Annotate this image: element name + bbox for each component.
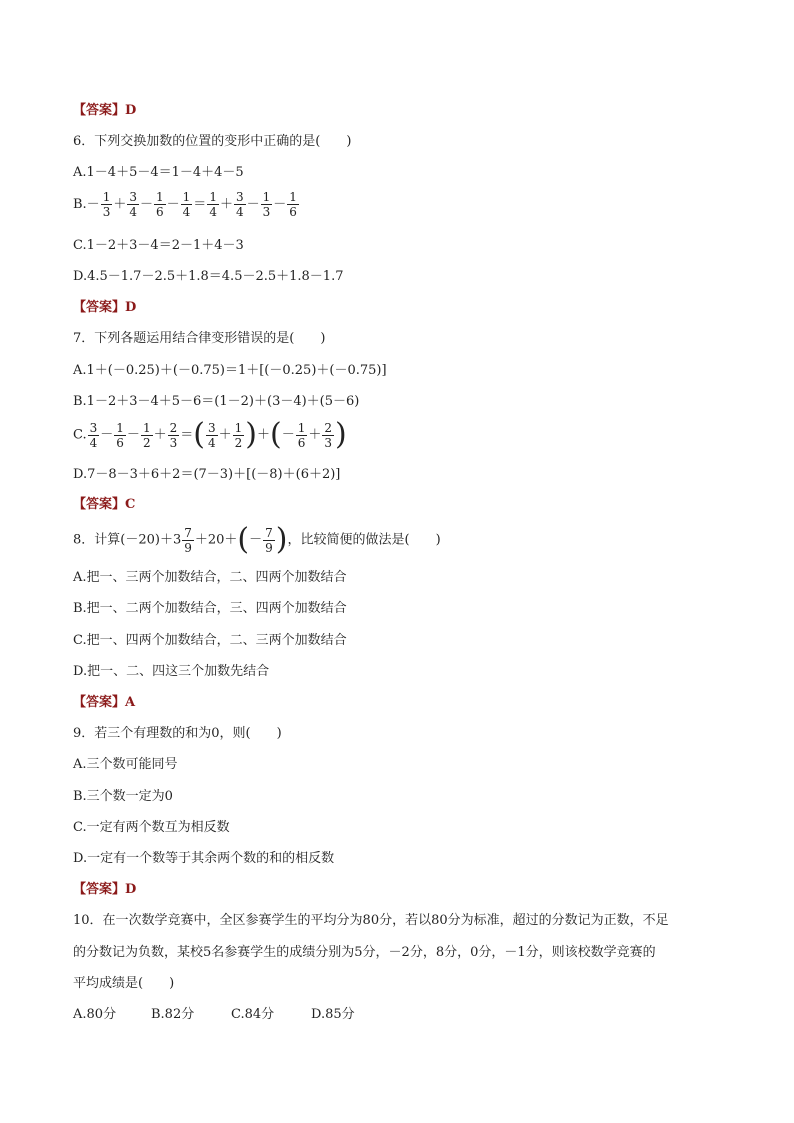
answer-label: 【答案】 bbox=[73, 103, 126, 118]
fraction: $\frac{3}{4}$ bbox=[129, 190, 137, 219]
question-6-stem: 6．下列交换加数的位置的变形中正确的是( ) bbox=[73, 134, 352, 149]
answer-label: 【答案】 bbox=[73, 695, 126, 710]
answer-value: C bbox=[125, 497, 136, 512]
answer-value: D bbox=[125, 882, 137, 897]
answer-value: D bbox=[125, 300, 137, 315]
q10-option-d: D.85分 bbox=[311, 1007, 355, 1022]
question-7-stem: 7．下列各题运用结合律变形错误的是( ) bbox=[73, 331, 326, 346]
answer-q7 bbox=[73, 497, 135, 513]
fraction: $\frac{3}{4}$ bbox=[207, 420, 216, 450]
answer-label: 【答案】 bbox=[73, 882, 126, 897]
question-9-stem: 9．若三个有理数的和为0，则( ) bbox=[73, 726, 282, 741]
q6-b-prefix: B.－ bbox=[73, 197, 100, 212]
fraction: $\frac{2}{3}$ bbox=[169, 420, 178, 450]
fraction: $\frac{1}{3}$ bbox=[102, 190, 111, 219]
answer-label: 【答案】 bbox=[73, 300, 126, 315]
fraction: $\frac{3}{4}$ bbox=[235, 190, 244, 219]
question-10-stem-line-3: 平均成绩是( ) bbox=[73, 976, 175, 991]
q10-option-c: C.84分 bbox=[231, 1007, 275, 1022]
fraction: $\frac{1}{6}$ bbox=[297, 420, 306, 450]
q6-option-a: A.1－4＋5－4＝1－4＋4－5 bbox=[73, 165, 244, 180]
answer-q6 bbox=[73, 300, 136, 316]
answer-label: 【答案】 bbox=[73, 497, 126, 512]
q10-options bbox=[73, 1007, 355, 1023]
question-10-stem-line-1: 10．在一次数学竞赛中，全区参赛学生的平均分为80分，若以80分为标准，超过的分数记为正数，不足 bbox=[73, 913, 669, 928]
answer-q5 bbox=[73, 103, 136, 119]
q9-option-b: B.三个数一定为0 bbox=[73, 789, 173, 804]
q7-option-a: A.1＋(－0.25)＋(－0.75)＝1＋[(－0.25)＋(－0.75)] bbox=[73, 363, 387, 378]
fraction: $\frac{1}{6}$ bbox=[156, 190, 164, 219]
question-10-stem-line-2: 的分数记为负数，某校5名参赛学生的成绩分别为5分，－2分，8分，0分，－1分，则该校数学竞赛的 bbox=[73, 945, 656, 960]
q8-option-b: B.把一、二两个加数结合，三、四两个加数结合 bbox=[73, 601, 347, 616]
q10-option-a: A.80分 bbox=[73, 1007, 117, 1022]
fraction: $\frac{1}{4}$ bbox=[182, 190, 191, 219]
answer-q8 bbox=[73, 695, 135, 711]
q9-option-d: D.一定有一个数等于其余两个数的和的相反数 bbox=[73, 851, 335, 866]
q8-option-a: A.把一、三两个加数结合，二、四两个加数结合 bbox=[73, 570, 347, 585]
answer-q9 bbox=[73, 882, 136, 898]
fraction: $\frac{7}{9}$ bbox=[265, 525, 273, 555]
q6-option-b: B.－ $\frac{1}{3}$ ＋ $\frac{3}{4}$ － $\frac{1}{6}$ － $\frac{1}{4}$ ＝ $\frac{1}{4}$ ＋ $\frac{3}{4}$ － $\frac{1}{3}$ － $\frac{1}{6}$ bbox=[73, 190, 297, 219]
answer-value: A bbox=[125, 695, 136, 710]
fraction: $\frac{1}{6}$ bbox=[116, 420, 124, 450]
q7-option-d: D.7－8－3＋6＋2＝(7－3)＋[(－8)＋(6＋2)] bbox=[73, 467, 341, 482]
fraction: $\frac{1}{3}$ bbox=[262, 190, 271, 219]
fraction: $\frac{7}{9}$ bbox=[184, 525, 192, 555]
answer-value: D bbox=[125, 103, 137, 118]
q6-option-c: C.1－2＋3－4＝2－1＋4－3 bbox=[73, 238, 244, 253]
fraction: $\frac{2}{3}$ bbox=[324, 420, 333, 450]
fraction: $\frac{1}{4}$ bbox=[209, 190, 217, 219]
fraction: $\frac{1}{6}$ bbox=[289, 190, 297, 219]
fraction: $\frac{3}{4}$ bbox=[89, 420, 98, 450]
fraction: $\frac{1}{2}$ bbox=[234, 420, 243, 450]
q8-option-d: D.把一、二、四这三个加数先结合 bbox=[73, 664, 270, 679]
q9-option-c: C.一定有两个数互为相反数 bbox=[73, 820, 230, 835]
q8-option-c: C.把一、四两个加数结合，二、三两个加数结合 bbox=[73, 633, 347, 648]
fraction: $\frac{1}{2}$ bbox=[142, 420, 151, 450]
q10-option-b: B.82分 bbox=[151, 1007, 195, 1022]
question-8-stem: 8．计算(－20)＋3 $\frac{7}{9}$ ＋20＋(－ $\frac{7}{9}$ )，比较简便的做法是( ) bbox=[73, 522, 441, 557]
q9-option-a: A.三个数可能同号 bbox=[73, 757, 178, 772]
q6-option-d: D.4.5－1.7－2.5＋1.8＝4.5－2.5＋1.8－1.7 bbox=[73, 269, 344, 284]
q7-option-b: B.1－2＋3－4＋5－6＝(1－2)＋(3－4)＋(5－6) bbox=[73, 394, 360, 409]
q7-option-c: C. $\frac{3}{4}$ － $\frac{1}{6}$ － $\frac{1}{2}$ ＋ $\frac{2}{3}$ ＝( $\frac{3}{4}$ ＋ $\frac{1}{2}$ )＋(－ $\frac{1}{6}$ ＋ $\frac{2}{3}$ ) bbox=[73, 417, 347, 452]
